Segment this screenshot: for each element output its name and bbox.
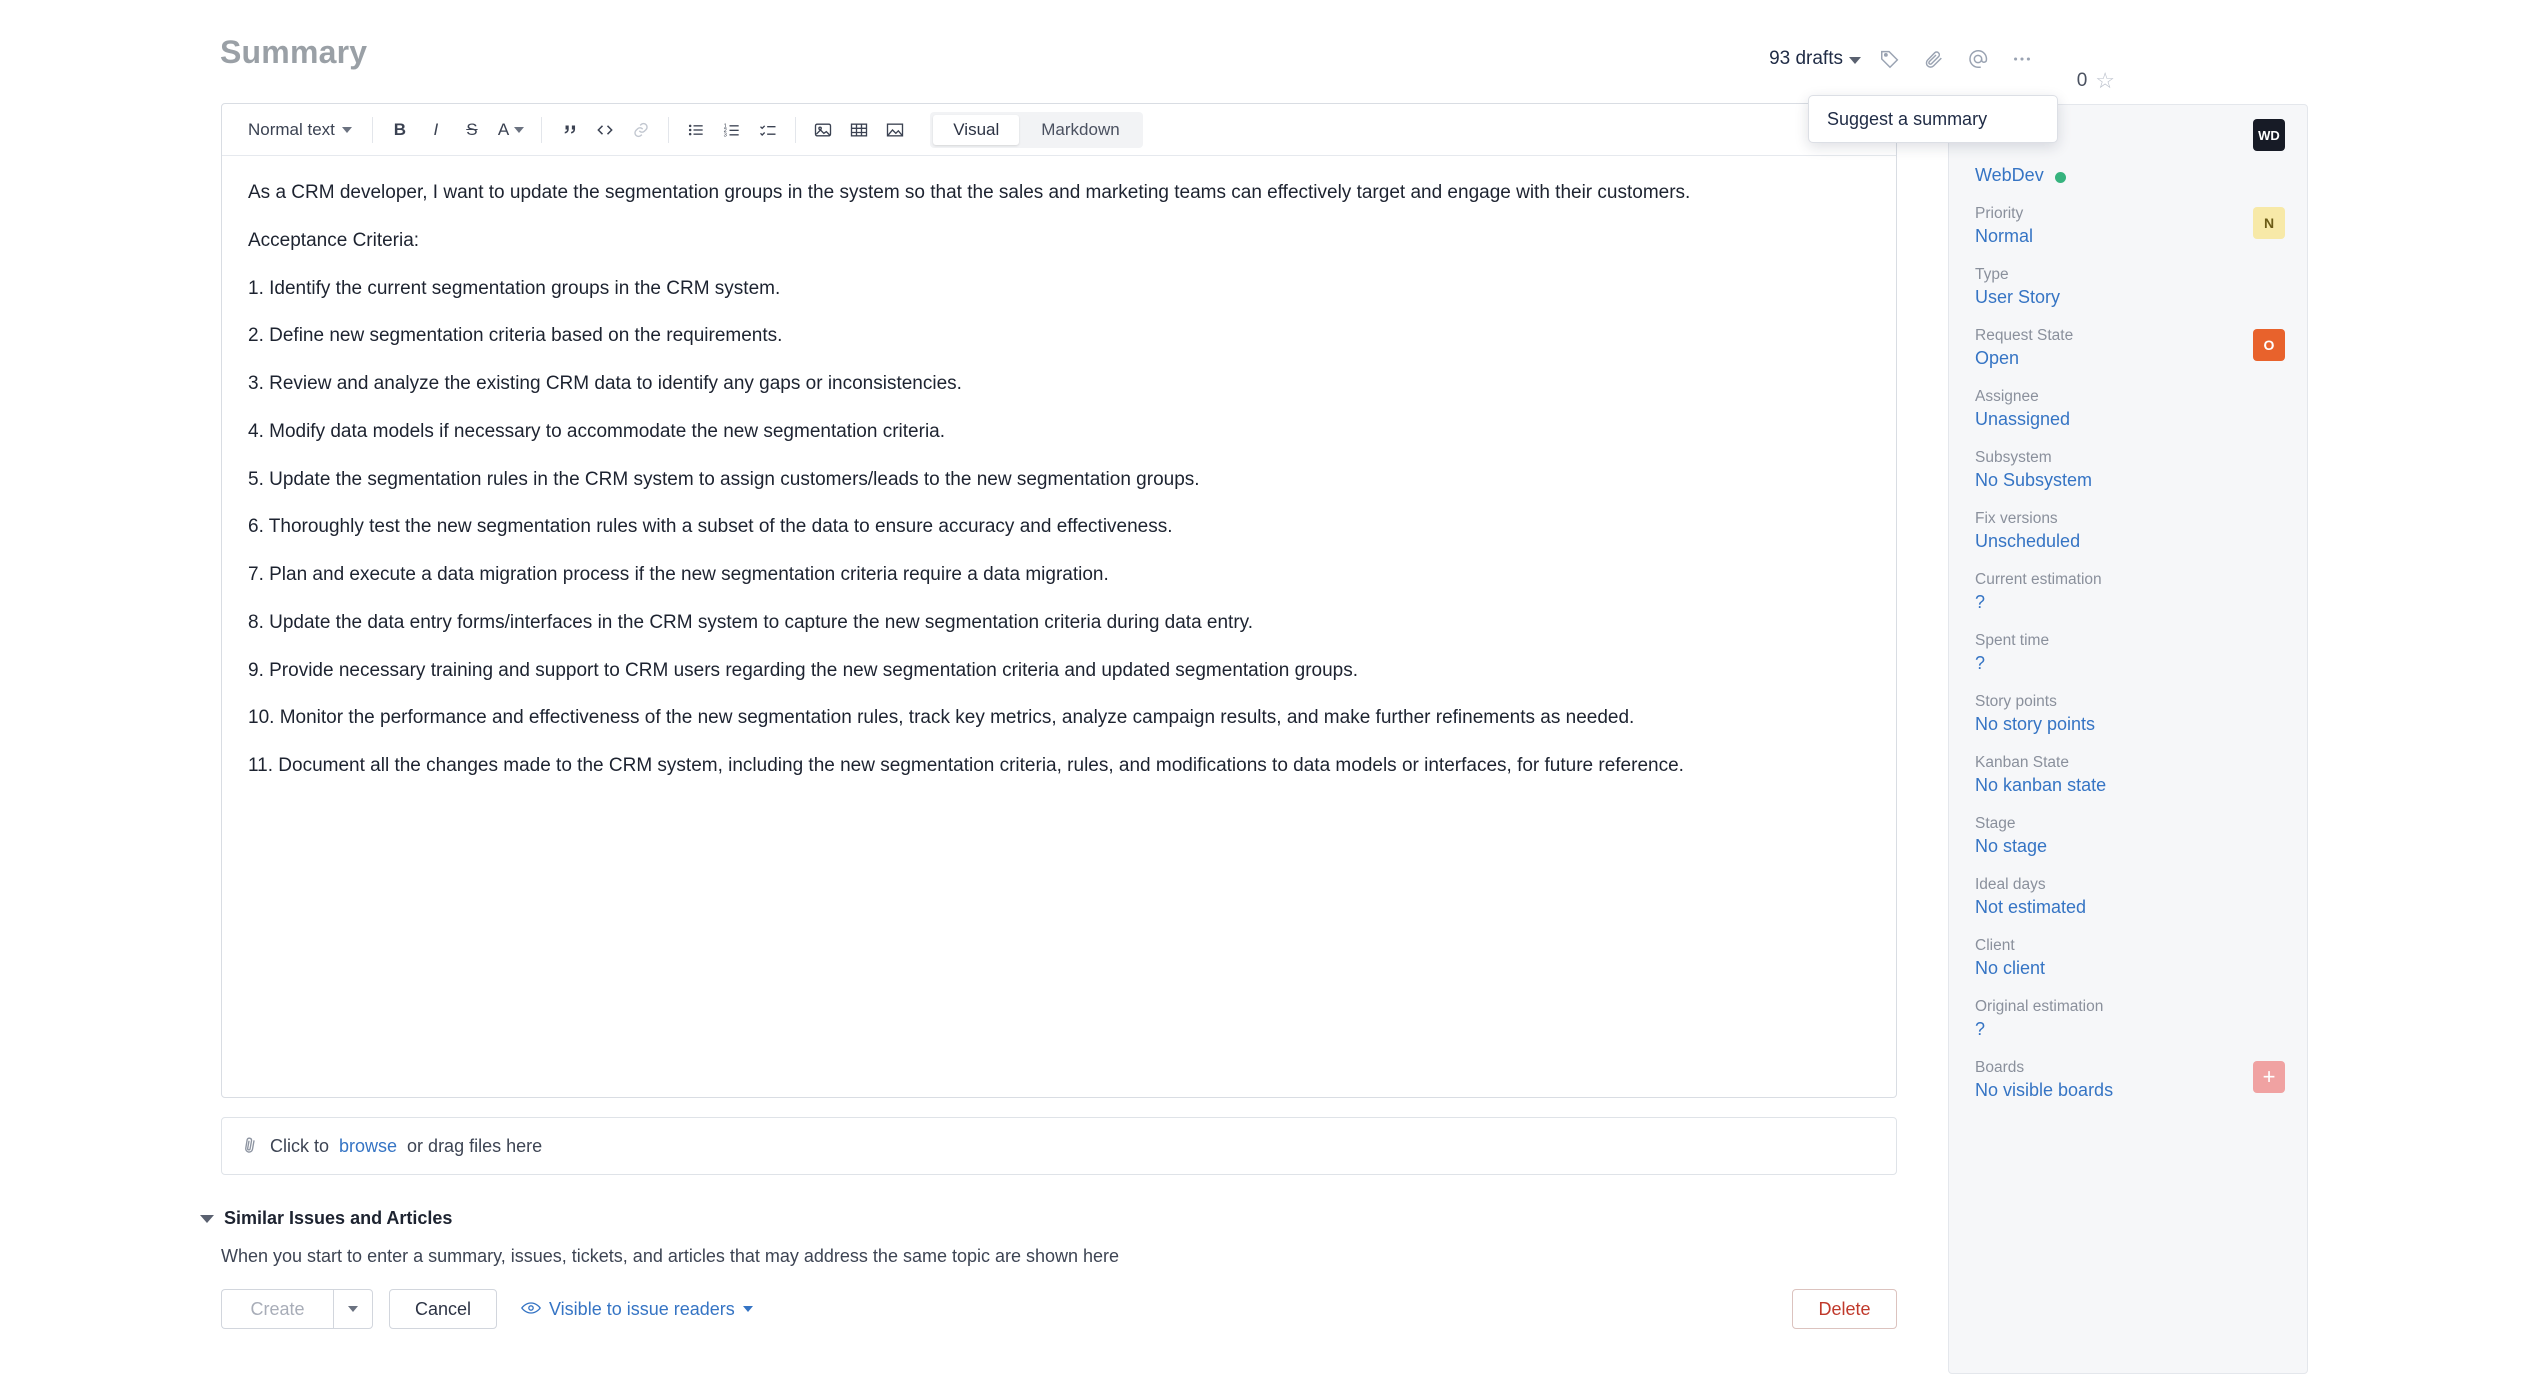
field-request-state-value[interactable]: Open [1975, 348, 2020, 368]
field-priority-value[interactable]: Normal [1975, 226, 2034, 246]
field-type-value[interactable]: User Story [1975, 287, 2061, 307]
dropzone-prefix: Click to [270, 1135, 330, 1156]
drafts-dropdown[interactable] [1769, 48, 1861, 70]
suggest-a-summary-label: Suggest a summary [1827, 108, 1988, 129]
similar-issues-section [200, 1208, 1900, 1267]
field-boards[interactable] [1975, 1059, 2281, 1101]
chevron-down-icon [743, 1306, 753, 1312]
field-assignee[interactable] [1975, 388, 2281, 430]
bold-button[interactable]: B [393, 119, 407, 139]
field-story-points[interactable] [1975, 693, 2281, 735]
eye-icon [521, 1299, 541, 1320]
field-priority-label: Priority [1975, 205, 2024, 222]
visibility-selector[interactable] [521, 1299, 753, 1320]
field-subsystem-value[interactable]: No Subsystem [1975, 470, 2093, 490]
field-stage-value[interactable]: No stage [1975, 836, 2048, 856]
chevron-down-icon [1849, 57, 1861, 64]
field-assignee-value[interactable]: Unassigned [1975, 409, 2071, 429]
description-paragraph: 1. Identify the current segmentation groups in the CRM system. [248, 277, 781, 299]
field-kanban-state[interactable] [1975, 754, 2281, 796]
more-horizontal-icon[interactable] [2007, 44, 2037, 74]
field-ideal-days-label: Ideal days [1975, 876, 2046, 893]
strikethrough-button[interactable]: S [466, 119, 478, 139]
field-spent-time[interactable] [1975, 632, 2281, 674]
field-subsystem-label: Subsystem [1975, 449, 2052, 466]
field-request-state[interactable] [1975, 327, 2281, 369]
code-button[interactable] [588, 113, 622, 147]
header-actions [1769, 44, 2037, 74]
description-paragraph: 3. Review and analyze the existing CRM data to identify any gaps or inconsistencies. [248, 373, 962, 395]
similar-issues-title: Similar Issues and Articles [224, 1208, 453, 1228]
link-button[interactable] [624, 113, 658, 147]
table-button[interactable] [842, 113, 876, 147]
attachment-dropzone[interactable] [221, 1117, 1897, 1175]
votes-count: 0 [2076, 70, 2088, 91]
field-kanban-state-value[interactable]: No kanban state [1975, 775, 2107, 795]
paperclip-icon [237, 1131, 265, 1160]
visibility-label: Visible to issue readers [549, 1298, 735, 1319]
field-fix-versions[interactable] [1975, 510, 2281, 552]
field-fix-versions-value[interactable]: Unscheduled [1975, 531, 2081, 551]
field-client-value[interactable]: No client [1975, 958, 2046, 978]
votes-control[interactable] [2077, 70, 2115, 92]
field-boards-value[interactable]: No visible boards [1975, 1080, 2114, 1100]
priority-badge: N [2253, 207, 2285, 239]
similar-issues-header[interactable] [200, 1208, 1900, 1229]
editor-mode-switch[interactable] [930, 112, 1142, 148]
italic-button[interactable]: I [433, 119, 439, 139]
description-text-area[interactable] [222, 156, 1896, 809]
bulleted-list-button[interactable] [679, 113, 713, 147]
issue-fields-sidebar [1948, 104, 2308, 1374]
description-paragraph: 11. Document all the changes made to the CRM system, including the new segmentation criteria, rules, and modifications to data models or interfaces, for future reference. [248, 755, 1684, 777]
svg-text:2: 2 [723, 127, 728, 134]
description-paragraph: Acceptance Criteria: [248, 229, 420, 251]
field-current-estimation-label: Current estimation [1975, 571, 2102, 588]
svg-text:1: 1 [723, 123, 728, 129]
field-spent-time-label: Spent time [1975, 632, 2050, 649]
paperclip-icon[interactable] [1919, 44, 1949, 74]
field-original-estimation-value[interactable]: ? [1975, 1019, 1986, 1039]
star-icon[interactable]: ☆ [2095, 68, 2115, 93]
field-subsystem[interactable] [1975, 449, 2281, 491]
create-button[interactable]: Create [221, 1289, 333, 1329]
toolbar-divider [541, 117, 542, 143]
image-button[interactable] [806, 113, 840, 147]
tab-visual[interactable]: Visual [933, 115, 1019, 145]
tag-icon[interactable] [1875, 44, 1905, 74]
chevron-down-icon [342, 127, 352, 133]
dropzone-suffix: or drag files here [407, 1135, 543, 1156]
text-style-label: Normal text [248, 119, 335, 139]
toolbar-divider [372, 117, 373, 143]
svg-text:3: 3 [723, 132, 728, 139]
drafts-label: 93 drafts [1769, 48, 1843, 69]
page-title: Summary [220, 34, 368, 70]
cancel-button[interactable]: Cancel [389, 1289, 497, 1329]
chevron-down-icon [348, 1306, 358, 1312]
field-assignee-label: Assignee [1975, 388, 2039, 405]
description-paragraph: 4. Modify data models if necessary to accommodate the new segmentation criteria. [248, 420, 946, 442]
similar-issues-description: When you start to enter a summary, issues, tickets, and articles that may address the same topic are shown here [221, 1246, 1120, 1266]
field-stage-label: Stage [1975, 815, 2016, 832]
description-paragraph: 7. Plan and execute a data migration process if the new segmentation criteria require a data migration. [248, 564, 1109, 586]
description-paragraph: 9. Provide necessary training and support to CRM users regarding the new segmentation criteria and updated segmentation groups. [248, 659, 1359, 681]
field-request-state-label: Request State [1975, 327, 2074, 344]
description-paragraph: 10. Monitor the performance and effectiveness of the new segmentation rules, track key metrics, analyze campaign results, and make further refinements as needed. [248, 707, 1635, 729]
mention-icon[interactable] [1963, 44, 1993, 74]
field-ideal-days[interactable] [1975, 876, 2281, 918]
request-state-badge: O [2253, 329, 2285, 361]
field-client[interactable] [1975, 937, 2281, 979]
toolbar-divider [668, 117, 669, 143]
description-paragraph: 2. Define new segmentation criteria based on the requirements. [248, 325, 783, 347]
field-type[interactable] [1975, 266, 2281, 308]
checklist-button[interactable] [751, 113, 785, 147]
description-paragraph: As a CRM developer, I want to update the segmentation groups in the system so that the sales and marketing teams can effectively target and engage with their customers. [248, 182, 1691, 203]
description-paragraph: 8. Update the data entry forms/interfaces in the CRM system to capture the new segmentation criteria during data entry. [248, 611, 1254, 633]
field-ideal-days-value[interactable]: Not estimated [1975, 897, 2087, 917]
field-boards-label: Boards [1975, 1059, 2025, 1076]
text-style-dropdown[interactable] [238, 113, 362, 147]
browse-link[interactable]: browse [339, 1135, 398, 1156]
page-header [220, 34, 2280, 96]
field-original-estimation-label: Original estimation [1975, 998, 2104, 1015]
delete-button[interactable]: Delete [1792, 1289, 1897, 1329]
numbered-list-button[interactable] [715, 113, 749, 147]
chevron-down-icon[interactable] [200, 1215, 214, 1223]
field-project[interactable] [1975, 165, 2281, 186]
quote-button[interactable] [552, 113, 586, 147]
editor-toolbar [222, 104, 1896, 156]
add-board-button[interactable]: + [2253, 1061, 2285, 1093]
description-paragraph: 5. Update the segmentation rules in the CRM system to assign customers/leads to the new segmentation groups. [248, 468, 1200, 490]
description-paragraph: 6. Thoroughly test the new segmentation rules with a subset of the data to ensure accuracy and effectiveness. [248, 516, 1173, 538]
field-story-points-label: Story points [1975, 693, 2057, 710]
field-original-estimation[interactable] [1975, 998, 2281, 1040]
form-actions [221, 1288, 1897, 1330]
field-story-points-value[interactable]: No story points [1975, 714, 2096, 734]
toolbar-divider [795, 117, 796, 143]
description-editor [221, 103, 1897, 1098]
field-current-estimation[interactable] [1975, 571, 2281, 613]
suggest-a-summary-menu-item[interactable] [1808, 95, 2058, 143]
text-color-button[interactable]: A [491, 113, 531, 147]
field-kanban-state-label: Kanban State [1975, 754, 2069, 771]
field-spent-time-value[interactable]: ? [1975, 653, 1986, 673]
field-priority[interactable] [1975, 205, 2281, 247]
project-avatar: WD [2253, 119, 2285, 151]
online-status-dot [2055, 172, 2066, 183]
field-type-label: Type [1975, 266, 2009, 283]
tab-markdown[interactable]: Markdown [1041, 119, 1120, 139]
field-client-label: Client [1975, 937, 2015, 954]
chevron-down-icon [514, 127, 524, 133]
field-current-estimation-value[interactable]: ? [1975, 592, 1986, 612]
attachment-button[interactable] [878, 113, 912, 147]
create-options-button[interactable] [333, 1289, 373, 1329]
field-fix-versions-label: Fix versions [1975, 510, 2058, 527]
field-project-value[interactable]: WebDev [1975, 165, 2044, 185]
field-stage[interactable] [1975, 815, 2281, 857]
